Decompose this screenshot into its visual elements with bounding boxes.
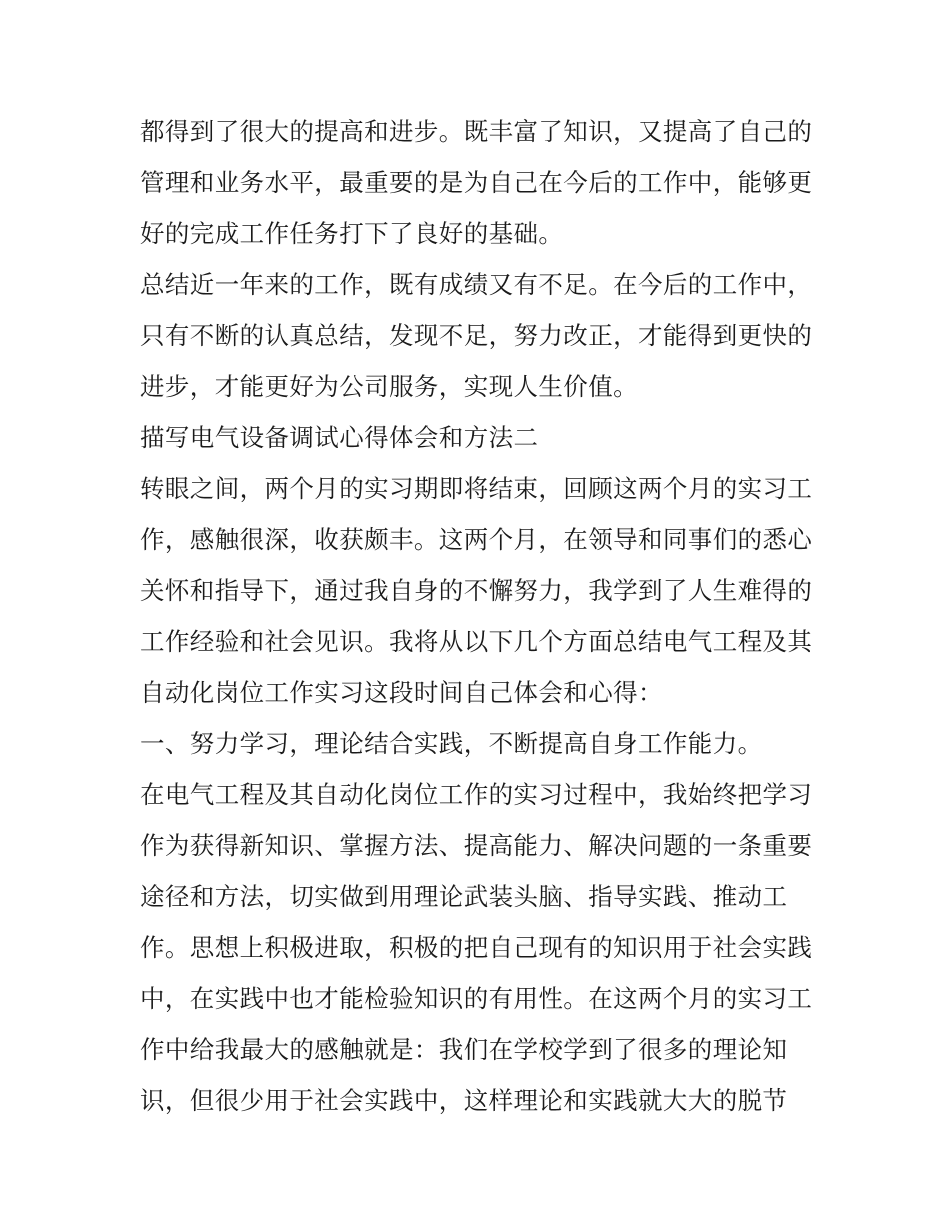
text-line: 工作经验和社会见识。我将从以下几个方面总结电气工程及其 bbox=[140, 627, 813, 656]
text-line: 只有不断的认真总结，发现不足，努力改正，才能得到更快的 bbox=[140, 321, 813, 350]
text-line: 管理和业务水平，最重要的是为自己在今后的工作中，能够更 bbox=[140, 168, 813, 197]
text-line: 转眼之间，两个月的实习期即将结束，回顾这两个月的实习工 bbox=[140, 474, 813, 503]
text-line: 作为获得新知识、掌握方法、提高能力、解决问题的一条重要 bbox=[140, 831, 813, 860]
document-body bbox=[140, 106, 830, 1126]
text-line: 总结近一年来的工作，既有成绩又有不足。在今后的工作中， bbox=[140, 270, 813, 299]
text-line: 识，但很少用于社会实践中，这样理论和实践就大大的脱节 bbox=[140, 1086, 788, 1115]
text-line: 中，在实践中也才能检验知识的有用性。在这两个月的实习工 bbox=[140, 984, 813, 1013]
text-line: 途径和方法，切实做到用理论武装头脑、指导实践、推动工 bbox=[140, 882, 788, 911]
text-line: 作，感触很深，收获颇丰。这两个月，在领导和同事们的悉心 bbox=[140, 525, 813, 554]
text-line: 作中给我最大的感触就是：我们在学校学到了很多的理论知 bbox=[140, 1035, 788, 1064]
text-line: 自动化岗位工作实习这段时间自己体会和心得： bbox=[140, 678, 663, 707]
text-line: 作。思想上积极进取，积极的把自己现有的知识用于社会实践 bbox=[140, 933, 813, 962]
text-line: 好的完成工作任务打下了良好的基础。 bbox=[140, 219, 564, 248]
section-heading: 描写电气设备调试心得体会和方法二 bbox=[140, 423, 539, 452]
text-line: 在电气工程及其自动化岗位工作的实习过程中，我始终把学习 bbox=[140, 780, 813, 809]
text-line: 都得到了很大的提高和进步。既丰富了知识，又提高了自己的 bbox=[140, 117, 813, 146]
text-line: 进步，才能更好为公司服务，实现人生价值。 bbox=[140, 372, 638, 401]
subsection-heading: 一、努力学习，理论结合实践，不断提高自身工作能力。 bbox=[140, 729, 763, 758]
text-line: 关怀和指导下，通过我自身的不懈努力，我学到了人生难得的 bbox=[140, 576, 813, 605]
